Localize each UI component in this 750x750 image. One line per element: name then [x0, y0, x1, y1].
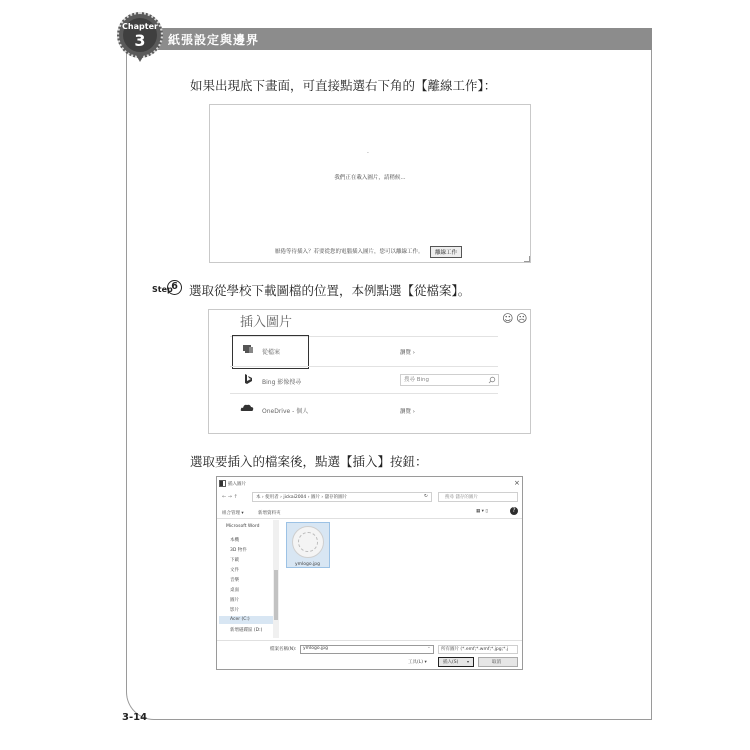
chapter-number: 3 [134, 31, 146, 50]
filetype-value: 所有圖片 (*.emf;*.wmf;*.jpg;*.j [441, 647, 509, 652]
filename-value: ymlogo.jpg [303, 646, 328, 651]
nav-item[interactable]: 本機 [230, 538, 239, 543]
nav-scroll-thumb[interactable] [274, 570, 278, 620]
organize-menu[interactable]: 組合管理 ▾ [222, 511, 244, 516]
insert-button-label: 插入(S) [443, 660, 459, 665]
chapter-title: 紙張設定與邊界 [168, 33, 260, 47]
divider [230, 393, 498, 394]
nav-item[interactable]: 新增磁碟區 (D:) [230, 628, 263, 633]
step-instruction: 選取從學校下載圖檔的位置，本例點選【從檔案】。 [189, 283, 471, 298]
nav-item[interactable]: Acer (C:) [230, 617, 250, 622]
nav-item[interactable]: 桌面 [230, 588, 239, 593]
onedrive-cloud-icon [240, 403, 254, 412]
logo-seal-icon [298, 532, 318, 552]
nav-item[interactable]: 音樂 [230, 578, 239, 583]
chapter-word: Chapter [122, 22, 158, 31]
instruction-offline: 如果出現底下畫面，可直接點選右下角的【離線工作】： [190, 78, 497, 93]
bing-icon [243, 373, 253, 385]
tools-menu[interactable]: 工具(L) ▾ [408, 660, 427, 665]
resize-grip-icon [524, 256, 530, 262]
filename-dropdown-icon[interactable]: ⌄ [427, 645, 431, 650]
work-offline-button[interactable]: 離線工作 [430, 246, 462, 258]
refresh-icon[interactable]: ↻ [424, 494, 428, 499]
cancel-button-label: 取消 [492, 660, 501, 665]
step-number: 6 [167, 280, 182, 295]
loading-screenshot [209, 104, 531, 263]
nav-item[interactable]: 影片 [230, 608, 239, 613]
close-icon[interactable]: × [514, 479, 520, 487]
loading-indicator: · [367, 150, 369, 157]
filename-label: 檔案名稱(N): [270, 647, 297, 652]
nav-item[interactable]: 文件 [230, 568, 239, 573]
offline-hint: 厭倦等待插入？若要從您的電腦插入圖片，您可以離線工作。 [275, 249, 424, 255]
page-frame-bottom [155, 719, 652, 720]
bing-label: Bing 影像搜尋 [262, 379, 302, 386]
nav-item[interactable]: 圖片 [230, 598, 239, 603]
page-frame-right [651, 50, 652, 720]
insert-dropdown-icon[interactable]: ▾ [467, 659, 470, 664]
onedrive-label: OneDrive - 個人 [262, 408, 309, 415]
from-file-browse-link[interactable]: 瀏覽 › [400, 350, 415, 356]
folder-search-placeholder: 搜尋 儲存的圖片 [445, 495, 478, 500]
page-number: 3-14 [122, 712, 148, 723]
chapter-badge-tip [136, 55, 144, 62]
step-label: Step [152, 285, 173, 294]
insert-pictures-title: 插入圖片 [240, 315, 293, 330]
file-name-label[interactable]: ymlogo.jpg [295, 562, 320, 567]
new-folder-button[interactable]: 新增資料夾 [258, 511, 281, 516]
word-app-icon [219, 480, 226, 487]
bottom-divider [217, 640, 522, 641]
frown-icon[interactable]: ☹ [516, 312, 528, 325]
instruction-insert: 選取要插入的檔案後，點選【插入】按鈕： [190, 454, 428, 469]
smile-icon[interactable]: ☺ [502, 312, 514, 325]
bing-search-input[interactable]: 搜尋 Bing [400, 374, 499, 386]
divider [230, 366, 498, 367]
nav-arrows-icon[interactable]: ← → ↑ [222, 494, 238, 500]
loading-message: 我們正在載入圖片，請稍候... [334, 175, 406, 181]
page-frame-left [126, 50, 127, 690]
search-icon[interactable] [488, 376, 496, 384]
help-icon[interactable]: ? [510, 507, 518, 515]
from-file-label[interactable]: 從檔案 [262, 349, 281, 356]
address-path: 本 › 使用者 › jickai2004 › 圖片 › 儲存的圖片 [256, 495, 348, 500]
dialog-title: 插入圖片 [228, 482, 246, 487]
onedrive-browse-link[interactable]: 瀏覽 › [400, 409, 415, 415]
from-file-highlight [232, 335, 309, 369]
view-options-icon[interactable]: ▦ ▾ ▯ [476, 509, 488, 514]
nav-item[interactable]: 下載 [230, 558, 239, 563]
nav-item[interactable]: 3D 物件 [230, 548, 247, 553]
nav-item[interactable]: Microsoft Word [226, 524, 260, 529]
